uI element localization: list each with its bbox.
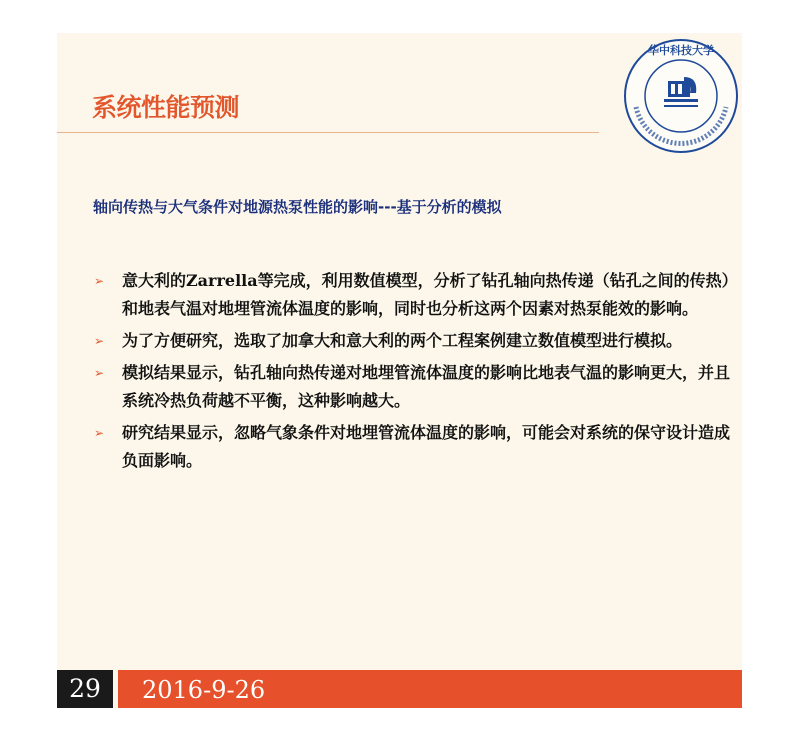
bullet-list xyxy=(90,267,730,479)
arrow-right-icon: ➢ xyxy=(94,274,105,288)
university-logo xyxy=(622,37,740,155)
title-underline xyxy=(57,132,599,133)
bullet-text: 为了方便研究，选取了加拿大和意大利的两个工程案例建立数值模型进行模拟。 xyxy=(122,331,683,350)
bullet-item xyxy=(90,327,730,355)
bullet-item xyxy=(90,359,730,415)
arrow-right-icon: ➢ xyxy=(94,334,105,348)
bullet-text: 模拟结果显示，钻孔轴向热传递对地埋管流体温度的影响比地表气温的影响更大，并且系统冷热负荷越不平衡，这种影响越大。 xyxy=(122,363,731,410)
logo-ring-text: 华中科技大学 xyxy=(648,44,714,57)
bullet-text: 意大利的Zarrella等完成，利用数值模型，分析了钻孔轴向热传递（钻孔之间的传热）和地表气温对地埋管流体温度的影响，同时也分析这两个因素对热泵能效的影响。 xyxy=(122,271,730,318)
footer-date: 2016-9-26 xyxy=(142,676,266,704)
page-number: 29 xyxy=(57,670,113,708)
slide-title: 系统性能预测 xyxy=(92,93,240,122)
bullet-text: 研究结果显示，忽略气象条件对地埋管流体温度的影响，可能会对系统的保守设计造成负面影响。 xyxy=(122,423,731,470)
bullet-item xyxy=(90,419,730,475)
slide-subtitle: 轴向传热与大气条件对地源热泵性能的影响---基于分析的模拟 xyxy=(93,198,502,216)
bullet-item xyxy=(90,267,730,323)
arrow-right-icon: ➢ xyxy=(94,366,105,380)
arrow-right-icon: ➢ xyxy=(94,426,105,440)
